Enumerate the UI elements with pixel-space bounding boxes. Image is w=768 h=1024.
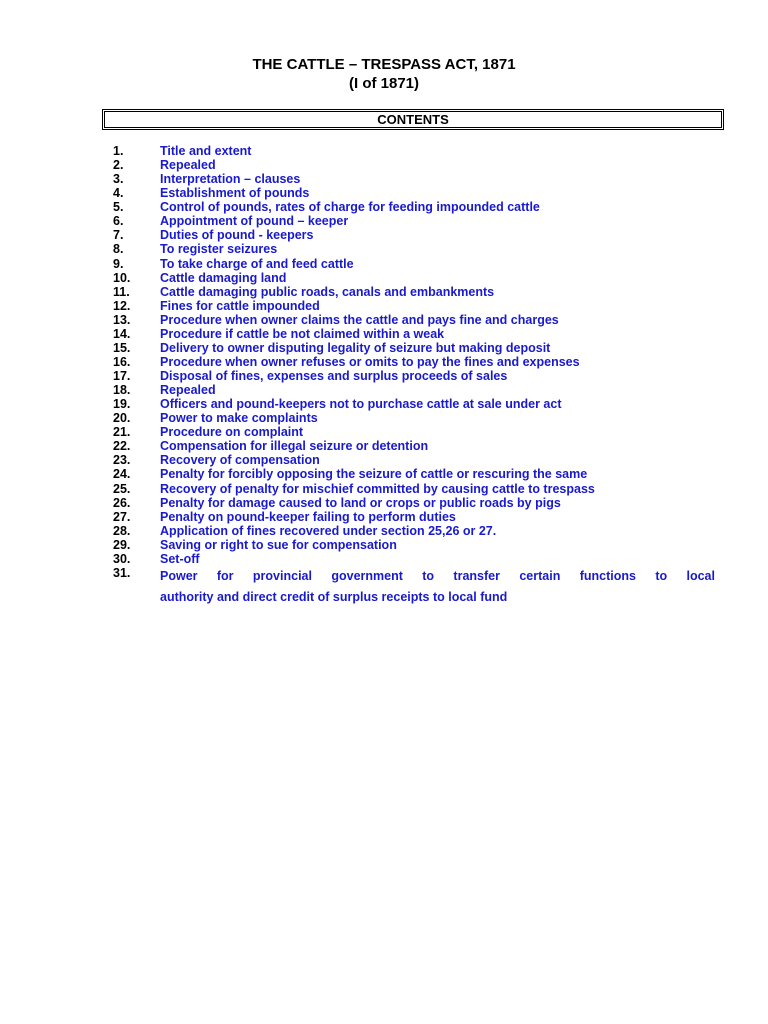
toc-item[interactable]: [0, 242, 768, 256]
toc-item-title[interactable]: Recovery of penalty for mischief committed by causing cattle to trespass: [160, 481, 595, 496]
toc-item-title[interactable]: Appointment of pound – keeper: [160, 214, 349, 229]
toc-item-title[interactable]: Delivery to owner disputing legality of seizure but making deposit: [160, 340, 551, 355]
toc-item-number: 19.: [113, 397, 131, 412]
toc-item-title[interactable]: Repealed: [160, 158, 216, 173]
toc-item-number: 9.: [113, 256, 124, 271]
toc-item-title[interactable]: Procedure when owner claims the cattle and pays fine and charges: [160, 312, 559, 327]
toc-item[interactable]: [0, 341, 768, 355]
toc-item-number: 24.: [113, 467, 131, 482]
toc-item[interactable]: [0, 496, 768, 510]
toc-item-title[interactable]: To take charge of and feed cattle: [160, 256, 354, 271]
toc-item-number: 26.: [113, 495, 131, 510]
toc-item[interactable]: [0, 299, 768, 313]
toc-item-number: 21.: [113, 425, 131, 440]
toc-item-number: 28.: [113, 523, 131, 538]
toc-item-title[interactable]: Power to make complaints: [160, 411, 318, 426]
toc-item[interactable]: [0, 200, 768, 214]
toc-item[interactable]: [0, 425, 768, 439]
toc-item[interactable]: [0, 186, 768, 200]
toc-item[interactable]: [0, 228, 768, 242]
toc-item-number: 13.: [113, 312, 131, 327]
toc-item-number: 7.: [113, 228, 124, 243]
toc-item-number: 4.: [113, 186, 124, 201]
toc-item-title[interactable]: Cattle damaging public roads, canals and embankments: [160, 284, 495, 299]
toc-item-number: 11.: [113, 284, 130, 299]
toc-item[interactable]: [0, 214, 768, 228]
toc-item[interactable]: [0, 158, 768, 172]
toc-item[interactable]: [0, 327, 768, 341]
toc-item[interactable]: [0, 369, 768, 383]
toc-item-title[interactable]: Compensation for illegal seizure or detention: [160, 439, 429, 454]
toc-item-number: 15.: [113, 340, 131, 355]
toc-item-title[interactable]: Control of pounds, rates of charge for feeding impounded cattle: [160, 200, 540, 215]
toc-item-title[interactable]: Fines for cattle impounded: [160, 298, 320, 313]
toc-item-number: 23.: [113, 453, 131, 468]
toc-item-title[interactable]: Saving or right to sue for compensation: [160, 537, 397, 552]
toc-item[interactable]: [0, 538, 768, 552]
toc-item-number: 14.: [113, 326, 131, 341]
toc-item[interactable]: [0, 510, 768, 524]
toc-item[interactable]: [0, 355, 768, 369]
toc-item-number: 5.: [113, 200, 124, 215]
toc-item[interactable]: [0, 285, 768, 299]
document-title: THE CATTLE – TRESPASS ACT, 1871: [252, 56, 516, 73]
toc-item-title[interactable]: Procedure if cattle be not claimed within a weak: [160, 326, 445, 341]
toc-item[interactable]: [0, 383, 768, 397]
toc-item-number: 6.: [113, 214, 124, 229]
toc-item[interactable]: [0, 172, 768, 186]
toc-item-number: 16.: [113, 354, 131, 369]
toc-item-number: 10.: [113, 270, 131, 285]
toc-item[interactable]: [0, 453, 768, 467]
toc-item[interactable]: [0, 566, 768, 606]
toc-item-title[interactable]: To register seizures: [160, 242, 278, 257]
table-of-contents: [0, 144, 768, 606]
toc-item-title[interactable]: Penalty on pound-keeper failing to perform duties: [160, 509, 456, 524]
toc-item-title[interactable]: [160, 566, 715, 608]
toc-item-number: 31.: [113, 565, 131, 580]
toc-item-number: 22.: [113, 439, 131, 454]
toc-item-number: 27.: [113, 509, 131, 524]
toc-item-number: 20.: [113, 411, 131, 426]
toc-item-number: 17.: [113, 369, 131, 383]
toc-item-title[interactable]: Penalty for forcibly opposing the seizure of cattle or rescuring the same: [160, 467, 588, 482]
toc-item[interactable]: [0, 482, 768, 496]
toc-item-title[interactable]: Title and extent: [160, 144, 252, 158]
toc-item-number: 29.: [113, 537, 131, 552]
toc-item-title[interactable]: Set-off: [160, 551, 200, 566]
toc-item-number: 2.: [113, 158, 124, 173]
toc-item[interactable]: [0, 411, 768, 425]
toc-item-number: 8.: [113, 242, 124, 257]
toc-item-title[interactable]: Procedure on complaint: [160, 425, 304, 440]
toc-item-title[interactable]: Cattle damaging land: [160, 270, 287, 285]
toc-item[interactable]: [0, 144, 768, 158]
toc-item-title[interactable]: Disposal of fines, expenses and surplus proceeds of sales: [160, 369, 508, 383]
toc-item-number: 25.: [113, 481, 131, 496]
toc-item-title[interactable]: Repealed: [160, 383, 216, 398]
toc-item-number: 1.: [113, 144, 124, 158]
toc-item-title[interactable]: Penalty for damage caused to land or crops or public roads by pigs: [160, 495, 561, 510]
toc-item-number: 12.: [113, 298, 131, 313]
toc-item-title[interactable]: Application of fines recovered under section 25,26 or 27.: [160, 523, 497, 538]
toc-item-number: 18.: [113, 383, 131, 398]
toc-item-title-line1: Power for provincial government to transfer certain functions to local: [160, 568, 715, 583]
toc-item[interactable]: [0, 313, 768, 327]
toc-item-number: 30.: [113, 551, 131, 566]
toc-item-title[interactable]: Recovery of compensation: [160, 453, 320, 468]
toc-item[interactable]: [0, 467, 768, 481]
toc-item-title[interactable]: Officers and pound-keepers not to purchase cattle at sale under act: [160, 397, 562, 412]
toc-item-title[interactable]: Interpretation – clauses: [160, 172, 301, 187]
toc-item[interactable]: [0, 271, 768, 285]
toc-item[interactable]: [0, 257, 768, 271]
toc-item-title-line2: authority and direct credit of surplus receipts to local fund: [160, 589, 508, 604]
toc-item[interactable]: [0, 524, 768, 538]
toc-item-title[interactable]: Establishment of pounds: [160, 186, 310, 201]
contents-heading: CONTENTS: [104, 111, 722, 128]
document-subtitle: (I of 1871): [348, 75, 420, 92]
toc-item-title[interactable]: Duties of pound - keepers: [160, 228, 314, 243]
toc-item[interactable]: [0, 439, 768, 453]
toc-item-number: 3.: [113, 172, 124, 187]
toc-item[interactable]: [0, 552, 768, 566]
toc-item[interactable]: [0, 397, 768, 411]
toc-item-title[interactable]: Procedure when owner refuses or omits to pay the fines and expenses: [160, 354, 580, 369]
